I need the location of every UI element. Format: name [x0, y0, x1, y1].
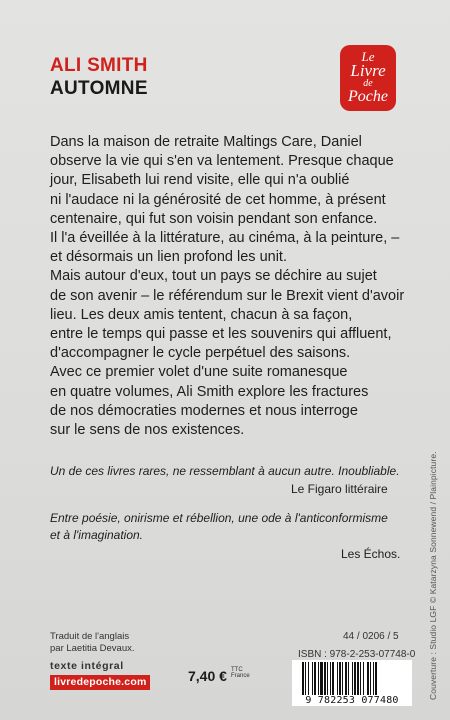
logo-line-2: Livre: [350, 61, 386, 80]
quote-text: Entre poésie, onirisme et rébellion, une ode à l'anticonformisme: [50, 511, 388, 525]
price: 7,40 €: [188, 668, 227, 684]
barcode-bar: [330, 662, 331, 695]
barcode-bar: [360, 662, 361, 695]
synopsis-line: lieu. Les deux amis tentent, chacun à sa façon,: [50, 306, 353, 323]
barcode-number: 9 782253 077480: [292, 695, 412, 706]
translation-line: par Laetitia Devaux.: [50, 643, 135, 654]
barcode-bar: [314, 662, 316, 695]
translation-line: Traduit de l'anglais: [50, 631, 130, 642]
price-note: [231, 667, 250, 679]
isbn: ISBN : 978-2-253-07748-0: [298, 649, 416, 660]
barcode-bar: [352, 662, 353, 695]
synopsis-line: Dans la maison de retraite Maltings Care, Daniel: [50, 134, 362, 150]
press-quote: [50, 510, 388, 544]
barcode-bars: [302, 662, 402, 695]
synopsis-line: de son avenir – le référendum sur le Brexit vient d'avoir: [50, 287, 405, 304]
barcode-bar: [327, 662, 328, 695]
synopsis-line: de nos démocraties modernes et nous interroge: [50, 402, 358, 419]
logo-line-4: Poche: [348, 88, 388, 105]
integral-text-label: texte intégral: [50, 660, 124, 672]
barcode-bar: [332, 662, 334, 695]
synopsis: [50, 133, 420, 440]
barcode-bar: [305, 662, 306, 695]
quote-text: et à l'imagination.: [50, 528, 144, 542]
synopsis-line: observe la vie qui s'en va lentement. Presque chaque: [50, 153, 394, 170]
edition-code: 44 / 0206 / 5: [343, 631, 399, 642]
price-note-line: France: [231, 673, 250, 679]
synopsis-line: Mais autour d'eux, tout un pays se déchire au sujet: [50, 268, 377, 285]
cover-credit: Couverture : Studio LGF © Katarzyna Sonnewend / Plainpicture.: [428, 451, 438, 700]
barcode-bar: [324, 662, 326, 695]
livre-de-poche-logo: [340, 45, 396, 111]
barcode-bar: [320, 662, 323, 695]
synopsis-line: et désormais un lien profond les unit.: [50, 249, 287, 266]
synopsis-line: ni l'audace ni la générosité de cet homme, à présent: [50, 191, 386, 208]
barcode-bar: [318, 662, 319, 695]
quote-source: Le Figaro littéraire: [291, 482, 388, 496]
synopsis-line: jour, Elisabeth lui rend visite, elle qui n'a oublié: [50, 172, 350, 189]
translation-credit: [50, 631, 135, 655]
logo-line-3: de: [363, 78, 373, 89]
synopsis-line: Il l'a éveillée à la littérature, au cinéma, à la peinture, –: [50, 230, 400, 247]
barcode-bar: [312, 662, 313, 695]
barcode-bar: [375, 662, 377, 695]
press-quote: [50, 463, 400, 480]
synopsis-line: d'accompagner le cycle perpétuel des saisons.: [50, 345, 351, 362]
synopsis-line: entre le temps qui passe et les souvenirs qui affluent,: [50, 326, 392, 343]
logo-line-1: Le: [361, 49, 375, 64]
barcode-bar: [337, 662, 338, 695]
barcode-bar: [345, 662, 347, 695]
quote-source: Les Échos.: [341, 547, 401, 561]
barcode-bar: [373, 662, 374, 695]
book-title: AUTOMNE: [50, 78, 148, 99]
price-note-line: TTC: [231, 667, 243, 673]
synopsis-line: Avec ce premier volet d'une suite romanesque: [50, 364, 348, 381]
barcode-bar: [339, 662, 341, 695]
barcode-bar: [367, 662, 369, 695]
synopsis-line: centenaire, qui fut son voisin pendant son enfance.: [50, 210, 378, 227]
barcode-bar: [363, 662, 364, 695]
barcode-bar: [302, 662, 304, 695]
synopsis-line: en quatre volumes, Ali Smith explore les fractures: [50, 383, 369, 400]
barcode-bar: [370, 662, 371, 695]
author-name: ALI SMITH: [50, 55, 148, 76]
barcode-bar: [342, 662, 343, 695]
barcode-bar: [308, 662, 309, 695]
barcode-bar: [354, 662, 356, 695]
website-link[interactable]: livredepoche.com: [50, 675, 150, 690]
barcode-bar: [348, 662, 349, 695]
barcode-bar: [357, 662, 359, 695]
quote-text: Un de ces livres rares, ne ressemblant à aucun autre. Inoubliable.: [50, 464, 400, 478]
synopsis-line: sur le sens de nos existences.: [50, 422, 245, 439]
